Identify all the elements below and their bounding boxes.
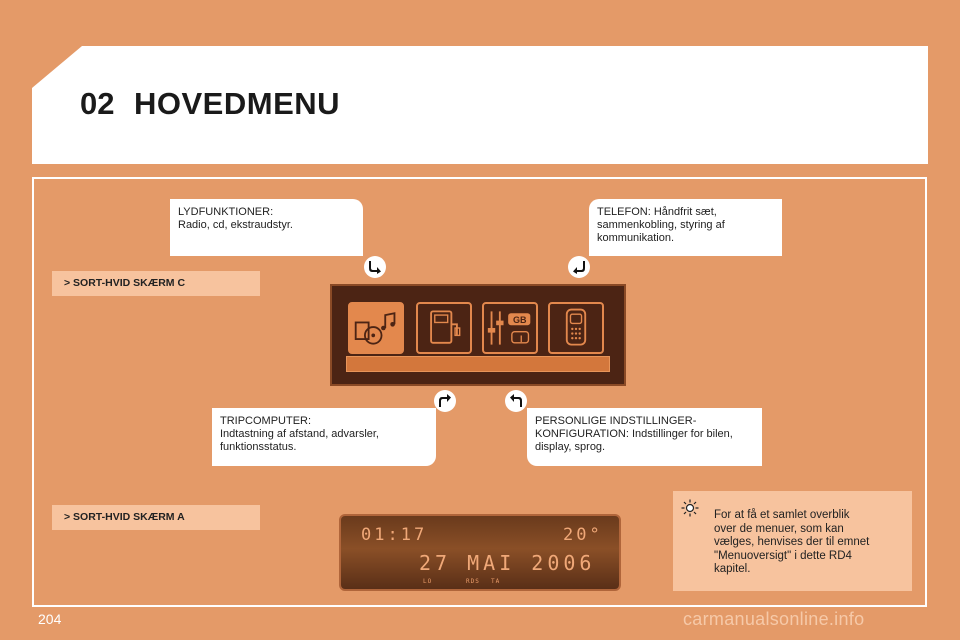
trip-computer-icon[interactable] [416,302,472,354]
arrow-down-right-icon [364,256,386,278]
page-title: HOVEDMENU [134,86,341,121]
language-label-gb: GB [513,315,527,325]
info-line-5: kapitel. [714,563,751,575]
callout-trip-line-3: funktionsstatus. [220,441,297,453]
audio-icon[interactable] [348,302,404,354]
language-label-i: I [520,334,523,344]
page-number: 204 [38,611,62,627]
callout-phone-line-2: sammenkobling, styring af [597,219,725,231]
lcd-indicator-ta: TA [491,578,501,585]
section-label-screen-c: > SORT-HVID SKÆRM C [52,271,260,296]
lcd-date: 27 MAI 2006 [419,551,596,575]
info-line-4: "Menuoversigt" i dette RD4 [714,549,852,562]
lcd-temperature: 20° [563,525,603,545]
lcd-indicator-rds: RDS [466,578,480,585]
mobile-phone-icon[interactable] [548,302,604,354]
info-line-3: vælges, henvises der til emnet [714,536,870,548]
callout-personal-settings [527,408,762,466]
watermark: carmanualsonline.info [683,609,865,629]
info-line-2: over de menuer, som kan [714,522,844,535]
callout-phone-line-3: kommunikation. [597,232,675,244]
callout-personal-line-3: display, sprog. [535,441,606,453]
callout-phone [589,199,782,256]
screen-c-display [330,284,626,386]
callout-audio-line-1: LYDFUNKTIONER: [178,206,274,218]
arrow-down-left-icon [568,256,590,278]
callout-trip [212,408,436,466]
callout-personal-line-2: KONFIGURATION: Indstillinger for bilen, [535,428,733,440]
chapter-number: 02 [80,86,115,121]
lcd-time: 01:17 [361,525,428,545]
callout-phone-line-1: TELEFON: Håndfrit sæt, [597,206,717,218]
lcd-indicator-lo: LO [423,578,433,585]
arrow-up-left-icon [505,390,527,412]
callout-audio-line-2: Radio, cd, ekstraudstyr. [178,219,293,231]
arrow-up-right-icon [434,390,456,412]
screen-c-menu-bar [346,356,610,372]
callout-audio [170,199,363,256]
sun-icon [681,499,699,517]
callout-trip-line-2: Indtastning af afstand, advarsler, [220,428,379,440]
settings-language-icon[interactable] [482,302,538,354]
callout-trip-line-1: TRIPCOMPUTER: [220,415,312,427]
info-note [673,491,912,591]
screen-a-display [339,514,621,591]
section-label-screen-a: > SORT-HVID SKÆRM A [52,505,260,530]
info-line-1: For at få et samlet overblik [714,509,850,521]
callout-personal-line-1: PERSONLIGE INDSTILLINGER- [535,415,697,427]
